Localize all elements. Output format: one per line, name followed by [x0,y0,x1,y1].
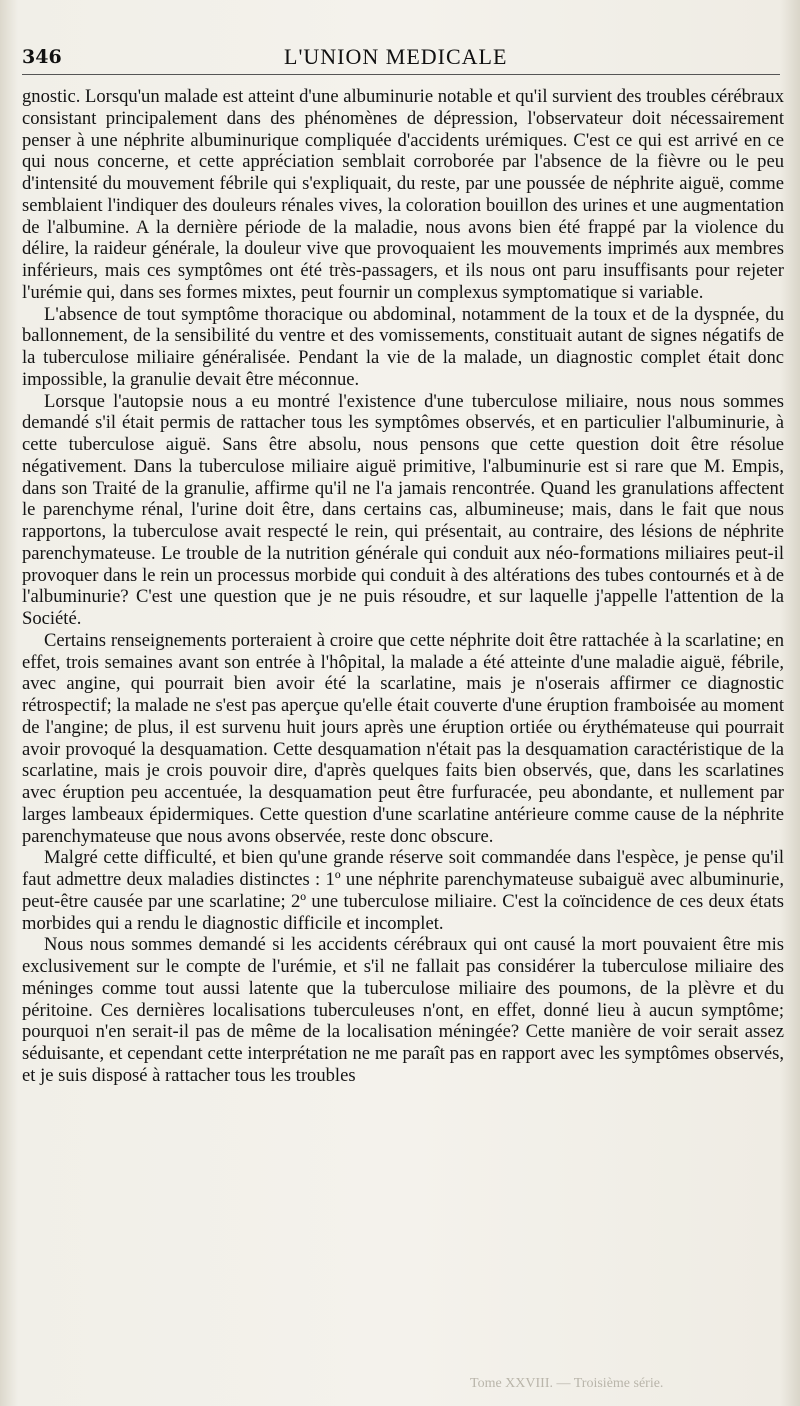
show-through-footer: Tome XXVIII. — Troisième série. [470,1376,664,1391]
header-rule [22,74,780,75]
body-text [22,86,784,1087]
paragraph: Nous nous sommes demandé si les accidents cérébraux qui ont causé la mort pouvaient être mis exclusivement sur le compte de l'urémie, et s'il ne fallait pas considérer la tuberculose miliaire des méninges comme tout aussi latente que la tuberculose miliaire des poumons, de la plèvre et du péritoine. Ces dernières localisations tuberculeuses n'ont, en effet, donné lieu à aucun symptôme; pourquoi n'en serait-il pas de même de la localisation méningée? Cette manière de voir serait assez séduisante, et cependant cette interprétation ne me paraît pas en rapport avec les symptômes observés, et je suis disposé à rattacher tous les troubles [22,934,784,1086]
running-title: L'UNION MEDICALE [284,44,508,69]
paragraph: Malgré cette difficulté, et bien qu'une grande réserve soit commandée dans l'espèce, je pense qu'il faut admettre deux maladies distinctes : 1º une néphrite parenchymateuse subaiguë avec albuminurie, peut-être causée par une scarlatine; 2º une tuberculose miliaire. C'est la coïncidence de ces deux états morbides qui a rendu le diagnostic difficile et incomplet. [22,847,784,934]
paragraph: L'absence de tout symptôme thoracique ou abdominal, notamment de la toux et de la dyspnée, du ballonnement, de la sensibilité du ventre et des vomissements, constituait autant de signes négatifs de la tuberculose miliaire généralisée. Pendant la vie de la malade, un diagnostic complet était donc impossible, la granulie devait être méconnue. [22,303,784,390]
paragraph: gnostic. Lorsqu'un malade est atteint d'une albuminurie notable et qu'il survient des troubles cérébraux consistant principalement dans des phénomènes de dépression, l'observateur doit nécessairement penser à une néphrite albuminurique compliquée d'accidents urémiques. C'est ce qui est arrivé en ce qui nous concerne, et cette appréciation semblait corroborée par l'absence de la fièvre ou le peu d'intensité du mouvement fébrile qui s'expliquait, du reste, par une poussée de néphrite aiguë, comme semblaient l'indiquer des douleurs rénales vives, la coloration bouillon des urines et une augmentation de l'albumine. A la dernière période de la maladie, nous avons bien été frappé par la violence du délire, la raideur générale, la douleur vive que provoquaient les mouvements imprimés aux membres inférieurs, mais ces symptômes ont été très-passagers, et ils nous ont paru insuffisants pour rejeter l'urémie qui, dans ses formes mixtes, peut fournir un complexus symptomatique si variable. [22,86,784,303]
paragraph: Certains renseignements porteraient à croire que cette néphrite doit être rattachée à la scarlatine; en effet, trois semaines avant son entrée à l'hôpital, la malade a été atteinte d'une maladie aiguë, fébrile, avec angine, qui pourrait bien avoir été la scarlatine, mais je n'oserais affirmer ce diagnostic rétrospectif; la malade ne s'est pas aperçue qu'elle était couverte d'une éruption framboisée au moment de l'angine; de plus, il est survenu huit jours après une éruption ortiée ou érythémateuse qui pourrait avoir provoqué la desquamation. Cette desquamation n'était pas la desquamation caractéristique de la scarlatine, mais je crois pouvoir dire, d'après quelques faits bien observés, que, dans les scarlatines avec éruption peu accentuée, la desquamation peut être furfuracée, peu abondante, et nullement par larges lambeaux épidermiques. Cette question d'une scarlatine antérieure comme cause de la néphrite parenchymateuse que nous avons observée, reste donc obscure. [22,629,784,847]
page-header [22,40,780,74]
page-number: 346 [22,46,62,68]
paragraph: Lorsque l'autopsie nous a eu montré l'existence d'une tuberculose miliaire, nous nous sommes demandé s'il était permis de rattacher tous les symptômes observés, et en particulier l'albuminurie, à cette tuberculose aiguë. Sans être absolu, nous pensons que cette question doit être résolue négativement. Dans la tuberculose miliaire aiguë primitive, l'albuminurie est si rare que M. Empis, dans son Traité de la granulie, affirme qu'il ne l'a jamais rencontrée. Quand les granulations affectent le parenchyme rénal, l'urine doit être, dans certains cas, albumineuse; mais, dans le fait que nous rapportons, la tuberculose avait respecté le rein, qui présentait, au contraire, des lésions de néphrite parenchymateuse. Le trouble de la nutrition générale qui conduit aux néo-formations miliaires peut-il provoquer dans le rein un processus morbide qui conduit à des altérations des tubes contournés et à de l'albuminurie? C'est une question que je ne puis résoudre, et sur laquelle j'appelle l'attention de la Société. [22,390,784,629]
